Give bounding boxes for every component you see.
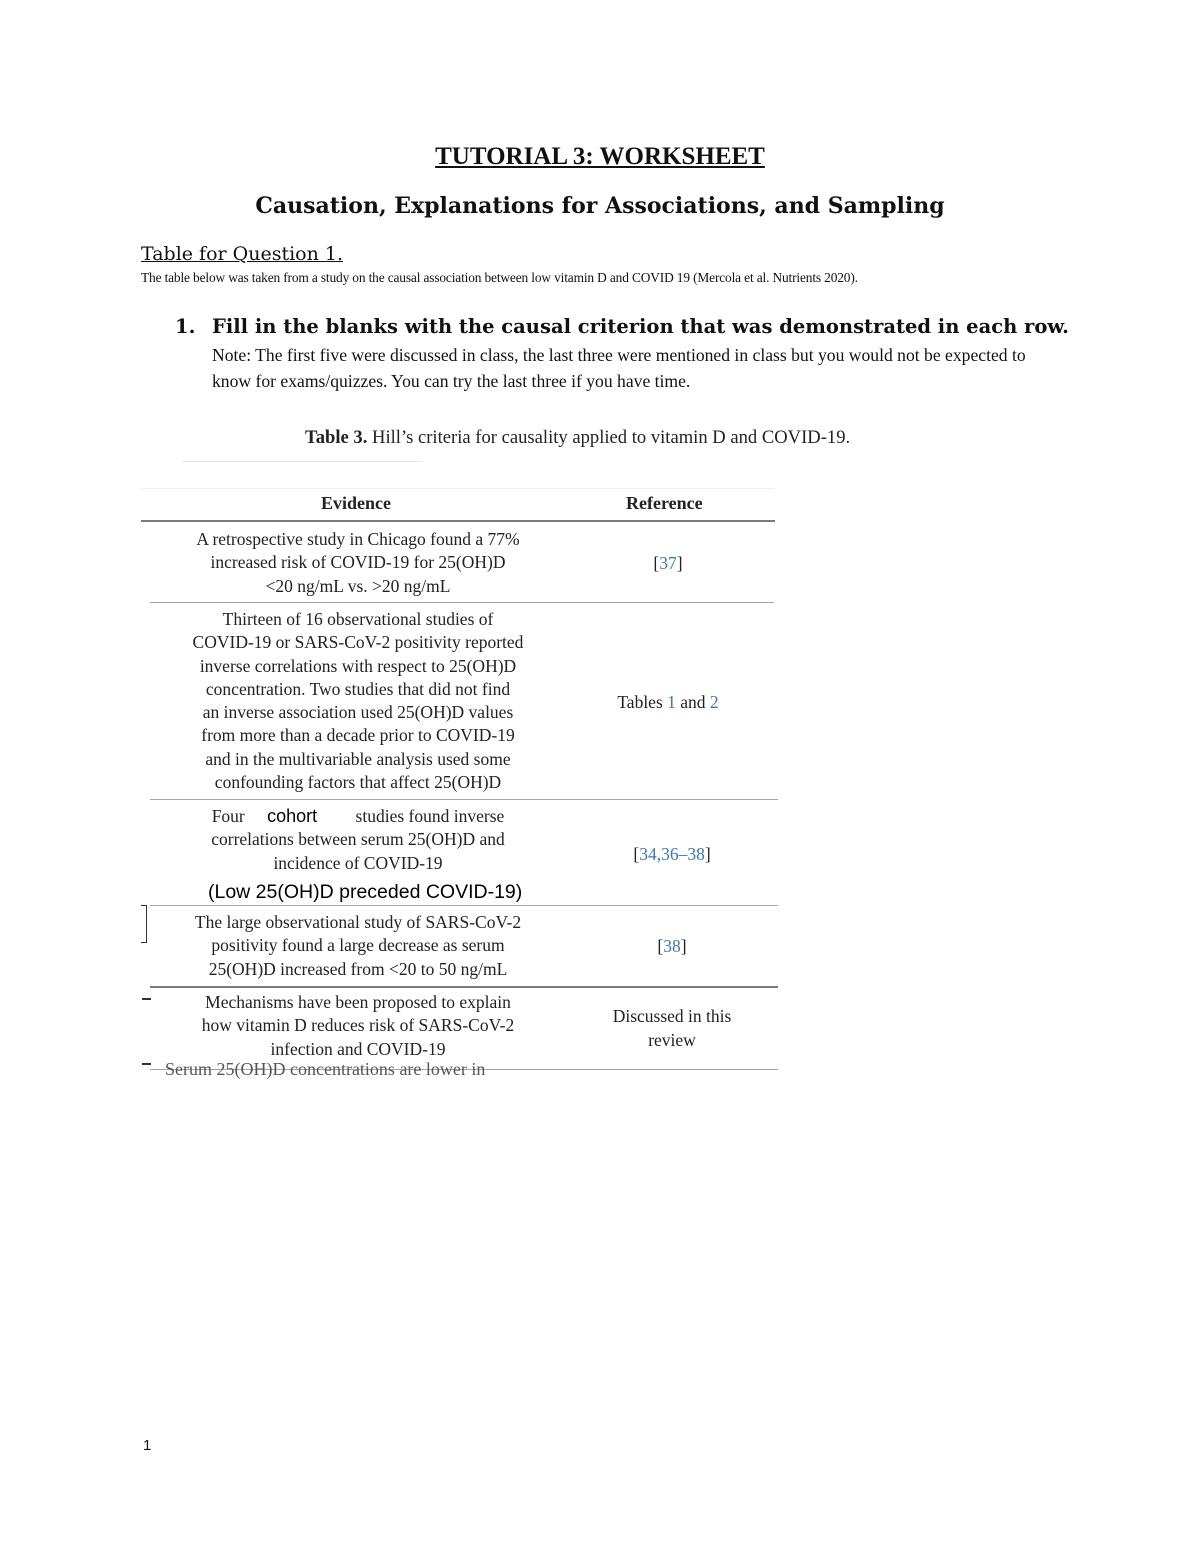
table-row-reference: Discussed in this review — [612, 1006, 732, 1050]
table-row-evidence: Thirteen of 16 observational studies of COVID-19 or SARS-CoV-2 positivity reported inverse correlations with respect to 25(OH)D concentration. Two studies that did not find an inverse association used 25(OH)D values from more than a decade prior to COVID-19 and in the multivariable analysis used some confounding factors that affect 25(OH)D — [192, 609, 524, 793]
table-row-evidence: Four cohort studies found inverse correlations between serum 25(OH)D and incidence of COVID-19 — [211, 806, 505, 873]
filled-blank: cohort — [267, 806, 318, 826]
header-rule — [141, 520, 775, 522]
question-number: 1. — [175, 315, 196, 338]
image-edge-line — [182, 461, 422, 462]
cut-off-row: Serum 25(OH)D concentrations are lower in — [165, 1059, 486, 1079]
margin-dash — [142, 1063, 151, 1065]
table-row-reference: [34,36–38] — [633, 844, 711, 864]
column-header-reference: Reference — [626, 493, 703, 513]
reference-link[interactable]: 37 — [659, 553, 677, 573]
source-note: The table below was taken from a study on the causal association between low vitamin D and COVID 19 (Mercola et al. Nutrients 2020). — [141, 270, 858, 285]
table-row-reference: [38] — [657, 936, 687, 956]
reference-link[interactable]: 34,36–38 — [639, 844, 705, 864]
table-caption — [305, 427, 850, 449]
page-title: TUTORIAL 3: WORKSHEET — [435, 143, 765, 170]
table-row-evidence: Mechanisms have been proposed to explain how vitamin D reduces risk of SARS-CoV-2 infection and COVID-19 — [201, 992, 515, 1059]
row-rule — [150, 905, 778, 906]
question-note: Note: The first five were discussed in class, the last three were mentioned in class but you would not be expected to know for exams/quizzes. You can try the last three if you have time. — [212, 345, 1026, 391]
handwritten-annotation: (Low 25(OH)D preceded COVID-19) — [208, 881, 523, 903]
table-heading: Table for Question 1. — [141, 243, 344, 265]
table-row-evidence: The large observational study of SARS-CoV-2 positivity found a large decrease as serum 25(OH)D increased from <20 to 50 ng/mL — [194, 912, 522, 979]
reference-link[interactable]: 1 — [667, 692, 676, 712]
reference-link[interactable]: 38 — [663, 936, 681, 956]
page-subtitle: Causation, Explanations for Associations, and Sampling — [255, 193, 945, 219]
column-header-evidence: Evidence — [321, 493, 391, 513]
table-row-reference: [37] — [653, 553, 683, 573]
row-rule — [150, 799, 778, 800]
row-rule — [150, 986, 778, 988]
row-rule — [150, 602, 774, 603]
table-caption-label: Table 3. — [305, 427, 368, 448]
table-caption-text: Hill’s criteria for causality applied to vitamin D and COVID-19. — [372, 427, 851, 448]
table-row-evidence: A retrospective study in Chicago found a 77% increased risk of COVID-19 for 25(OH)D <20 ng/mL vs. >20 ng/mL — [196, 529, 520, 596]
question-text: Fill in the blanks with the causal criterion that was demonstrated in each row. — [212, 315, 1069, 338]
page-number: 1 — [143, 1437, 152, 1454]
reference-link[interactable]: 2 — [709, 692, 719, 712]
table-row-reference: Tables 1 and 2 — [617, 692, 719, 712]
image-edge-line — [141, 488, 775, 489]
